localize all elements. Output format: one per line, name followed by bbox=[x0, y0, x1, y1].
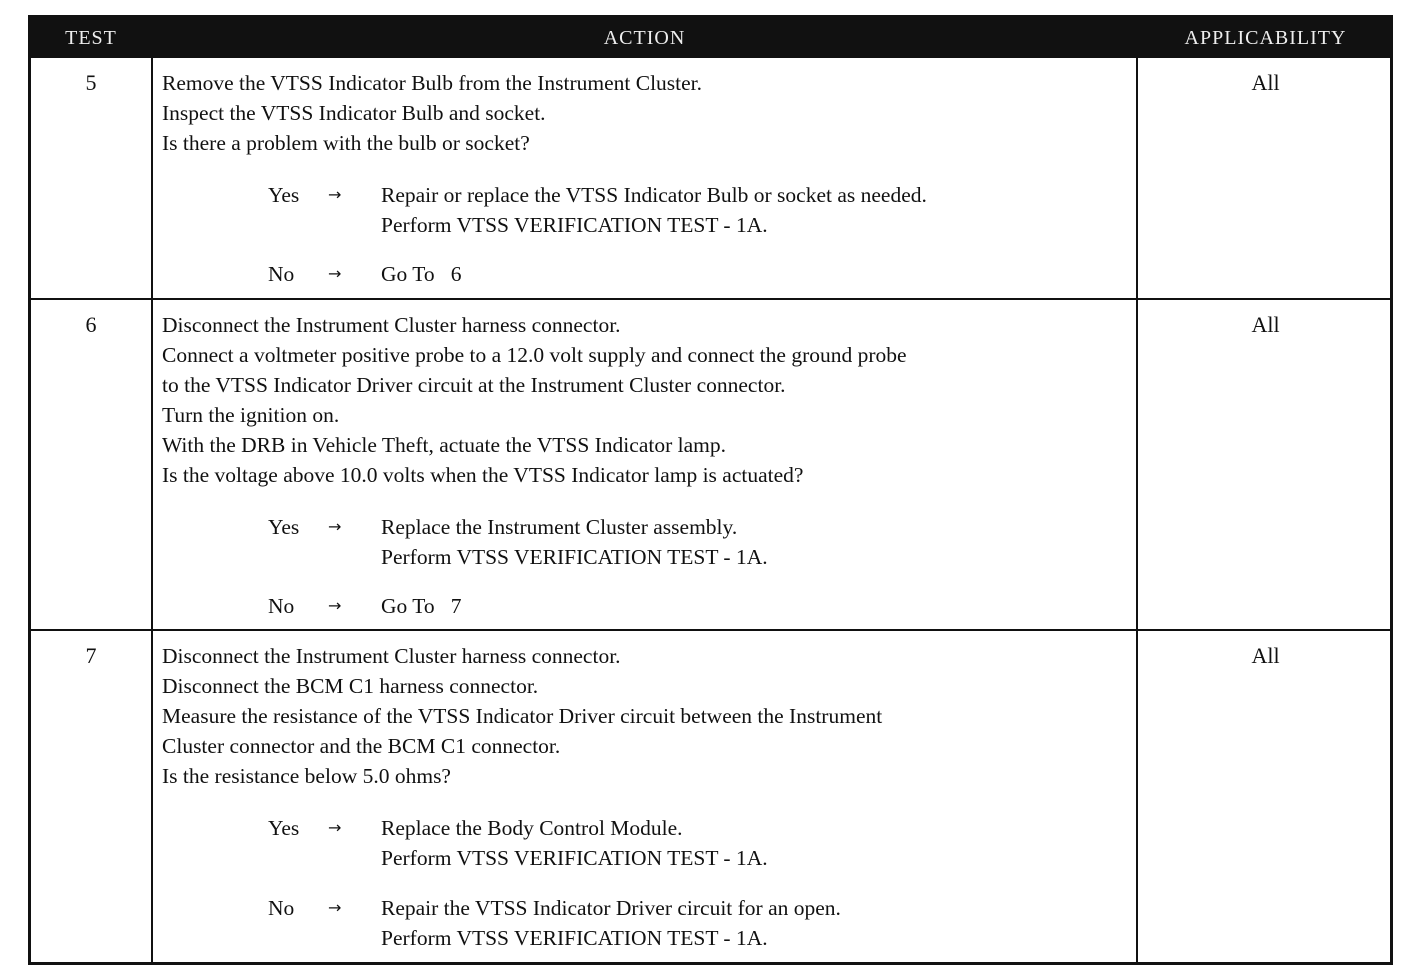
action-step: Is the resistance below 5.0 ohms? bbox=[162, 764, 451, 788]
header-applicability: APPLICABILITY bbox=[1184, 27, 1347, 49]
action-step: Is the voltage above 10.0 volts when the VTSS Indicator lamp is actuated? bbox=[162, 463, 804, 487]
no-result: Go To 6 bbox=[381, 262, 462, 286]
applicability-value: All bbox=[1251, 70, 1280, 95]
test-number: 5 bbox=[85, 70, 97, 95]
action-steps bbox=[162, 68, 1132, 158]
action-step: With the DRB in Vehicle Theft, actuate the VTSS Indicator lamp. bbox=[162, 433, 726, 457]
table-row bbox=[31, 58, 1390, 298]
action-cell bbox=[151, 631, 1138, 962]
no-label: No bbox=[268, 262, 295, 286]
arrow-right-icon: → bbox=[328, 596, 342, 615]
action-step: Measure the resistance of the VTSS Indicator Driver circuit between the Instrument bbox=[162, 704, 883, 728]
action-steps bbox=[162, 310, 1132, 490]
yes-result: Replace the Body Control Module. Perform VTSS VERIFICATION TEST - 1A. bbox=[381, 816, 768, 870]
no-label: No bbox=[268, 594, 295, 618]
action-step: to the VTSS Indicator Driver circuit at the Instrument Cluster connector. bbox=[162, 373, 786, 397]
action-cell bbox=[151, 300, 1138, 629]
header-action: ACTION bbox=[603, 27, 686, 49]
action-step: Disconnect the BCM C1 harness connector. bbox=[162, 674, 539, 698]
action-steps bbox=[162, 641, 1132, 791]
table-row bbox=[31, 298, 1390, 629]
arrow-right-icon: → bbox=[328, 898, 342, 917]
applicability-value: All bbox=[1251, 312, 1280, 337]
table-header bbox=[31, 18, 1390, 58]
table-row bbox=[31, 629, 1390, 962]
arrow-right-icon: → bbox=[328, 264, 342, 283]
action-cell bbox=[151, 58, 1138, 298]
action-step: Inspect the VTSS Indicator Bulb and socket. bbox=[162, 101, 546, 125]
action-step: Disconnect the Instrument Cluster harness connector. bbox=[162, 313, 621, 337]
action-step: Turn the ignition on. bbox=[162, 403, 340, 427]
yes-result: Replace the Instrument Cluster assembly. Perform VTSS VERIFICATION TEST - 1A. bbox=[381, 515, 768, 569]
yes-label: Yes bbox=[268, 816, 300, 840]
yes-label: Yes bbox=[268, 515, 300, 539]
no-result: Repair the VTSS Indicator Driver circuit for an open. Perform VTSS VERIFICATION TEST - 1A. bbox=[381, 896, 841, 950]
test-number: 7 bbox=[85, 643, 97, 668]
yes-label: Yes bbox=[268, 183, 300, 207]
arrow-right-icon: → bbox=[328, 517, 342, 536]
action-step: Cluster connector and the BCM C1 connector. bbox=[162, 734, 561, 758]
yes-result: Repair or replace the VTSS Indicator Bulb or socket as needed. Perform VTSS VERIFICATION TEST - 1A. bbox=[381, 183, 927, 237]
action-step: Disconnect the Instrument Cluster harness connector. bbox=[162, 644, 621, 668]
action-step: Remove the VTSS Indicator Bulb from the Instrument Cluster. bbox=[162, 71, 703, 95]
arrow-right-icon: → bbox=[328, 185, 342, 204]
action-step: Connect a voltmeter positive probe to a 12.0 volt supply and connect the ground probe bbox=[162, 343, 907, 367]
diagnostic-table bbox=[28, 15, 1393, 965]
test-number: 6 bbox=[85, 312, 97, 337]
arrow-right-icon: → bbox=[328, 818, 342, 837]
applicability-value: All bbox=[1251, 643, 1280, 668]
no-label: No bbox=[268, 896, 295, 920]
no-result: Go To 7 bbox=[381, 594, 462, 618]
header-test: TEST bbox=[65, 27, 117, 49]
action-step: Is there a problem with the bulb or socket? bbox=[162, 131, 530, 155]
